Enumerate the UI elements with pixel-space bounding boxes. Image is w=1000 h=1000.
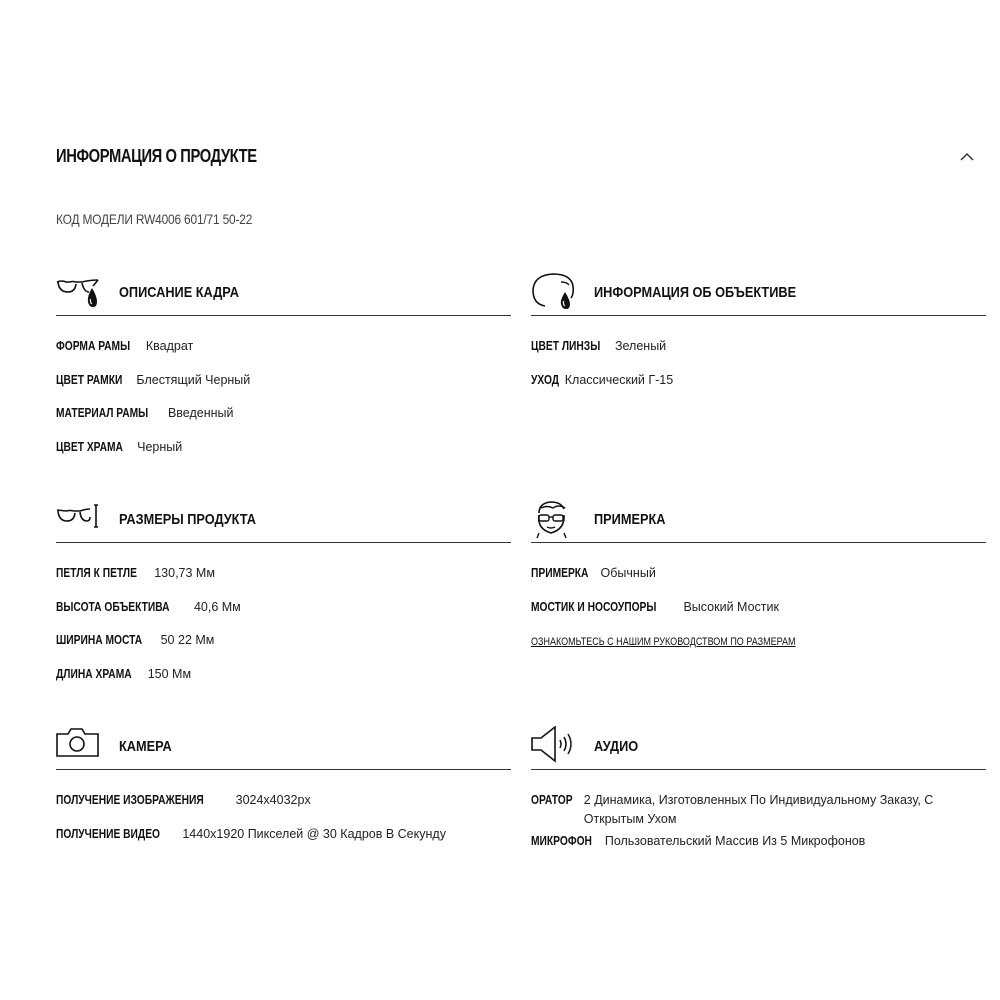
model-code: КОД МОДЕЛИ RW4006 601/71 50-22	[56, 211, 253, 227]
section-header	[531, 272, 986, 316]
spec-row: ОРАТОР 2 Динамика, Изготовленных По Индивидуальному Заказу, С Открытым Ухом	[531, 793, 934, 826]
spec-row: ПОЛУЧЕНИЕ ВИДЕО 1440x1920 Пикселей @ 30 Кадров В Секунду	[56, 826, 446, 841]
section-camera	[56, 726, 511, 859]
glasses-ruler-icon	[56, 499, 102, 539]
section-header	[531, 499, 986, 543]
section-lens	[531, 272, 986, 405]
product-info-header[interactable]	[56, 146, 986, 172]
section-audio	[531, 726, 986, 867]
section-sizes	[56, 499, 511, 699]
size-guide-link[interactable]: ОЗНАКОМЬТЕСЬ С НАШИМ РУКОВОДСТВОМ ПО РАЗМЕРАМ	[531, 636, 796, 648]
spec-row: ФОРМА РАМЫ Квадрат	[56, 339, 194, 353]
section-title: РАЗМЕРЫ ПРОДУКТА	[119, 511, 256, 528]
face-glasses-icon	[531, 499, 577, 539]
section-header	[56, 499, 511, 543]
spec-row: МАТЕРИАЛ РАМЫ Введенный	[56, 406, 234, 420]
section-header	[56, 272, 511, 316]
section-title: ПРИМЕРКА	[594, 511, 666, 528]
spec-row: МОСТИК И НОСОУПОРЫ Высокий Мостик	[531, 599, 779, 614]
chevron-up-icon[interactable]	[958, 148, 976, 166]
section-title: ОПИСАНИЕ КАДРА	[119, 284, 239, 301]
spec-row: ЦВЕТ РАМКИ Блестящий Черный	[56, 372, 251, 387]
lens-drop-icon	[531, 272, 577, 312]
glasses-drop-icon	[56, 272, 102, 312]
spec-row: ЦВЕТ ЛИНЗЫ Зеленый	[531, 339, 667, 353]
spec-row: ШИРИНА МОСТА 50 22 Мм	[56, 633, 215, 647]
spec-row: ЦВЕТ ХРАМА Черный	[56, 439, 183, 454]
spec-row: МИКРОФОН Пользовательский Массив Из 5 Микрофонов	[531, 834, 866, 848]
section-frame	[56, 272, 511, 472]
section-title: КАМЕРА	[119, 738, 172, 755]
section-header	[531, 726, 986, 770]
spec-row: УХОД Классический Г-15	[531, 372, 674, 387]
section-title: АУДИО	[594, 738, 639, 755]
spec-row: ПЕТЛЯ К ПЕТЛЕ 130,73 Мм	[56, 566, 215, 580]
spec-row: ПРИМЕРКА Обычный	[531, 566, 656, 580]
camera-icon	[56, 726, 102, 766]
spec-row: ПОЛУЧЕНИЕ ИЗОБРАЖЕНИЯ 3024x4032px	[56, 793, 311, 807]
spec-row: ДЛИНА ХРАМА 150 Мм	[56, 666, 192, 681]
page-title: ИНФОРМАЦИЯ О ПРОДУКТЕ	[56, 146, 257, 166]
section-header	[56, 726, 511, 770]
speaker-icon	[531, 726, 577, 766]
spec-row: ВЫСОТА ОБЪЕКТИВА 40,6 Мм	[56, 599, 241, 614]
section-title: ИНФОРМАЦИЯ ОБ ОБЪЕКТИВЕ	[594, 284, 797, 301]
section-fitting	[531, 499, 986, 650]
